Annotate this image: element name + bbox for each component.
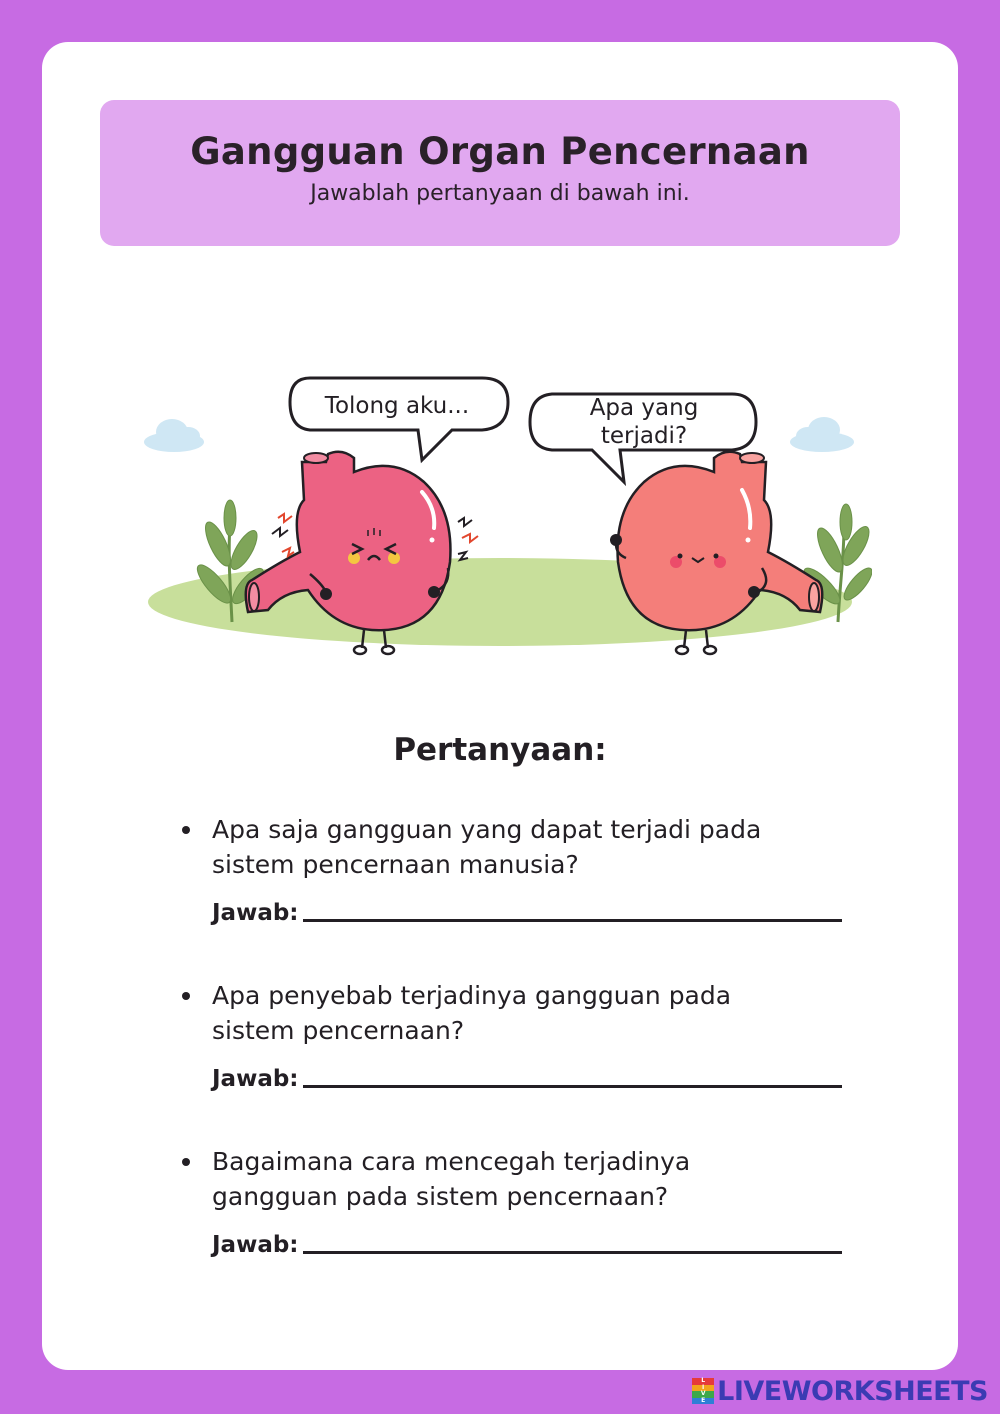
answer-row bbox=[212, 900, 842, 926]
liveworksheets-logo-icon bbox=[692, 1378, 714, 1404]
answer-label: Jawab: bbox=[212, 1066, 299, 1092]
question-text bbox=[212, 1144, 842, 1214]
bubble-right-text-line1: Apa yang bbox=[589, 395, 699, 421]
logo-letter: L bbox=[692, 1378, 714, 1385]
liveworksheets-brand[interactable] bbox=[692, 1374, 988, 1408]
title-banner bbox=[100, 100, 900, 246]
bubble-right-text-line2: terjadi? bbox=[600, 423, 688, 449]
answer-row bbox=[212, 1232, 842, 1258]
question-line: Apa penyebab terjadinya gangguan pada bbox=[212, 981, 732, 1010]
stomach-illustration bbox=[132, 322, 872, 662]
question-line: sistem pencernaan manusia? bbox=[212, 850, 579, 879]
brand-text: LIVEWORKSHEETS bbox=[717, 1375, 988, 1407]
answer-row bbox=[212, 1066, 842, 1092]
question-line: gangguan pada sistem pencernaan? bbox=[212, 1182, 669, 1211]
bullet-icon bbox=[182, 826, 190, 834]
cloud-right-icon bbox=[790, 417, 854, 452]
logo-letter: I bbox=[692, 1385, 714, 1392]
bullet-icon bbox=[182, 1158, 190, 1166]
question-item bbox=[182, 812, 842, 926]
logo-letter: E bbox=[692, 1398, 714, 1405]
bubble-left-text: Tolong aku... bbox=[324, 393, 470, 419]
question-list bbox=[182, 812, 842, 1310]
bullet-icon bbox=[182, 992, 190, 1000]
questions-heading: Pertanyaan: bbox=[393, 732, 607, 768]
question-line: Apa saja gangguan yang dapat terjadi pada bbox=[212, 815, 762, 844]
question-item bbox=[182, 1144, 842, 1258]
question-item bbox=[182, 978, 842, 1092]
answer-label: Jawab: bbox=[212, 900, 299, 926]
cloud-left-icon bbox=[144, 419, 204, 452]
page-title: Gangguan Organ Pencernaan bbox=[190, 130, 810, 173]
answer-blank[interactable] bbox=[303, 1085, 842, 1088]
worksheet-card bbox=[42, 42, 958, 1370]
speech-bubble-left bbox=[290, 378, 508, 460]
answer-blank[interactable] bbox=[303, 919, 842, 922]
answer-blank[interactable] bbox=[303, 1251, 842, 1254]
answer-label: Jawab: bbox=[212, 1232, 299, 1258]
question-line: sistem pencernaan? bbox=[212, 1016, 465, 1045]
question-text bbox=[212, 978, 842, 1048]
logo-letter: V bbox=[692, 1391, 714, 1398]
question-text bbox=[212, 812, 842, 882]
page-subtitle: Jawablah pertanyaan di bawah ini. bbox=[310, 181, 690, 206]
question-line: Bagaimana cara mencegah terjadinya bbox=[212, 1147, 691, 1176]
